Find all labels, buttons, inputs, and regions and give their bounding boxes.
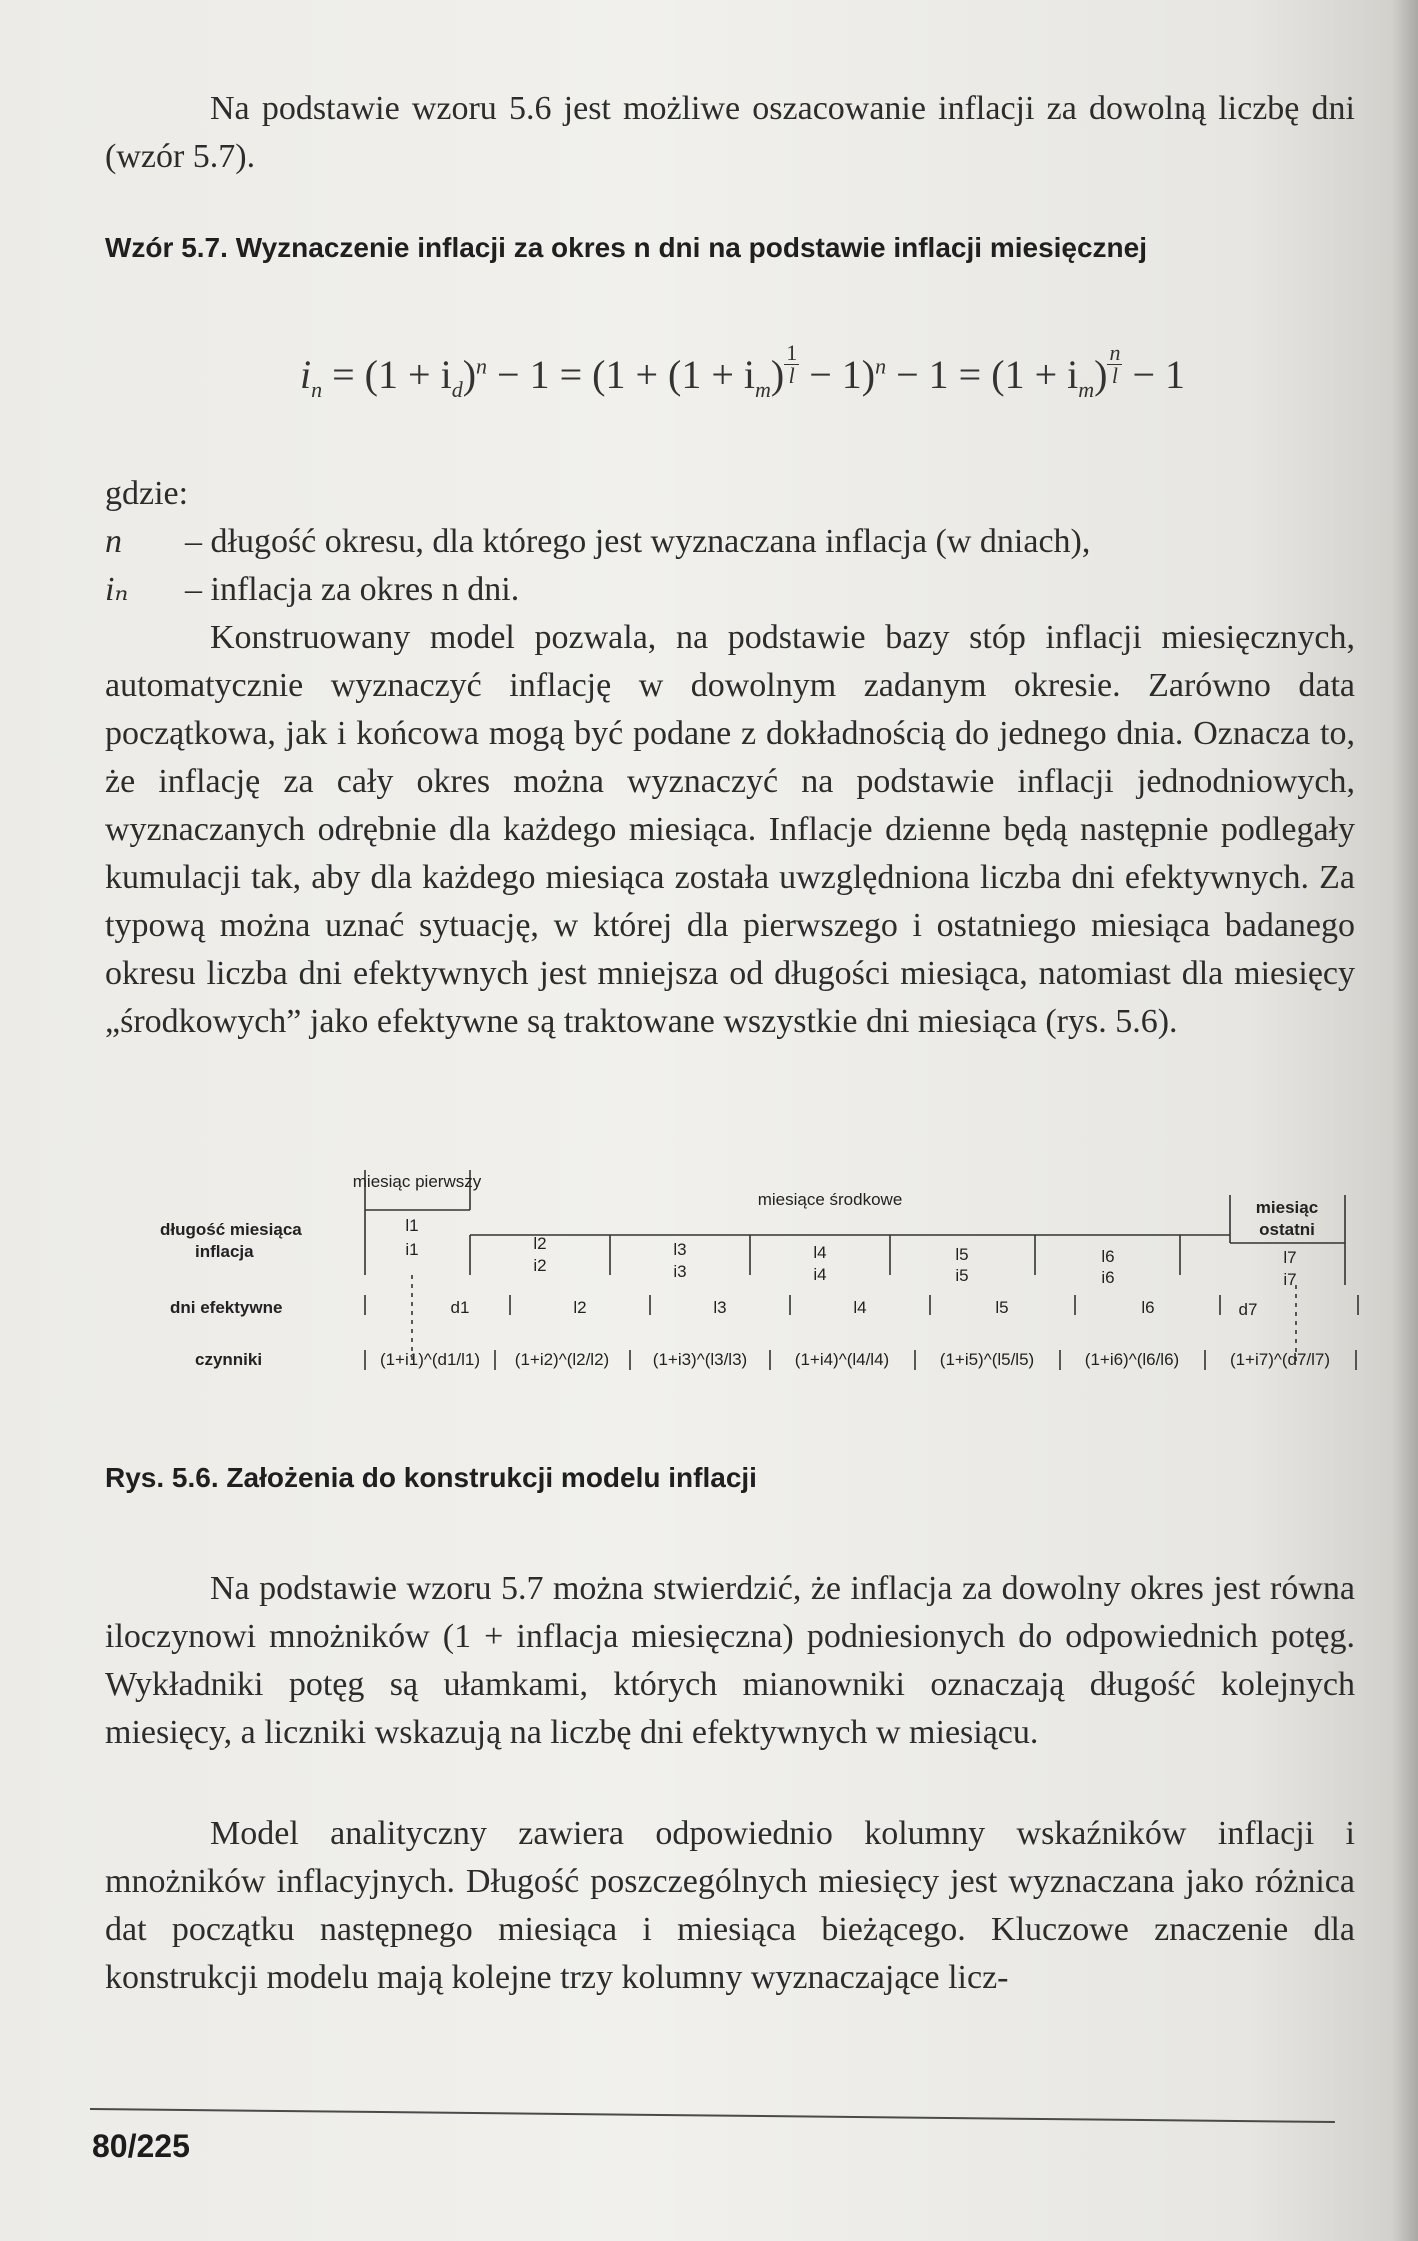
formula-frac2-num: n xyxy=(1109,340,1121,365)
paragraph-1: Konstruowany model pozwala, na podstawie bazy stóp inflacji miesięcznych, automatycznie wyznaczyć inflację w dowolnym zadanym okresie. Zarówno data początkowa, jak i końcowa mogą być podane z dokładnością do jednego dnia. Oznacza to, że inflację za cały okres można wyznaczyć na podstawie inflacji jednodniowych, wyznaczanych odrębnie dla każdego miesiąca. Inflacje dzienne będą następnie podlegały kumulacji tak, aby dla każdego miesiąca została uwzględniona liczba dni efektywnych. Za typową można uznać sytuację, w której dla pierwszego i ostatniego miesiąca badanego okresu liczba dni efektywnych jest mniejsza od długości miesiąca, natomiast dla miesięcy „środkowych” jako efektywne są traktowane wszystkie dni miesiąca (rys. 5.6). xyxy=(105,619,1355,1040)
row-label-effective: dni efektywne xyxy=(170,1298,283,1317)
effective-l2: l2 xyxy=(573,1298,587,1317)
paragraph1-block xyxy=(105,614,1355,1046)
last-month-label-1: miesiąc xyxy=(1255,1198,1319,1217)
inflation-i4: i4 xyxy=(813,1265,827,1284)
factor-2: (1+i2)^(l2/l2) xyxy=(514,1350,610,1369)
formula-exp-n: n xyxy=(476,353,488,379)
where-label: gdzie: xyxy=(105,475,189,512)
formula-frac1-den: l xyxy=(788,363,795,388)
definition-row xyxy=(105,566,1355,614)
paragraph-3: Model analityczny zawiera odpowiednio kolumny wskaźników inflacji i mnożników inflacyjnych. Długość poszczególnych miesięcy jest wyznaczana jako różnica dat początku następnego miesiąca i miesiąca bieżącego. Kluczowe znaczenie dla konstrukcji modelu mają kolejne trzy kolumny wyznaczające licz- xyxy=(105,1815,1355,1996)
intro-block xyxy=(105,85,1355,181)
formula-exp-n-2: n xyxy=(875,353,887,379)
figure-5-6 xyxy=(130,1165,1360,1405)
effective-l3: l3 xyxy=(713,1298,727,1317)
row-label-factors: czynniki xyxy=(195,1350,263,1369)
length-l3: l3 xyxy=(673,1240,687,1259)
paragraph3-block xyxy=(105,1810,1355,2002)
length-l4: l4 xyxy=(813,1243,827,1262)
page-spine-shadow xyxy=(1392,0,1418,2241)
formula-frac1-num: 1 xyxy=(786,340,798,365)
formula-part3-sub: m xyxy=(1078,377,1095,402)
length-l2: l2 xyxy=(533,1234,547,1253)
formula-lhs: i xyxy=(300,352,312,397)
formula-expression xyxy=(300,342,1185,403)
formula-frac2-den: l xyxy=(1111,363,1119,388)
inflation-i7: i7 xyxy=(1283,1270,1297,1289)
factor-1: (1+i1)^(d1/l1) xyxy=(379,1350,481,1369)
effective-l6: l6 xyxy=(1141,1298,1155,1317)
formula-part1: = (1 + i xyxy=(332,352,452,397)
factor-4: (1+i4)^(l4/l4) xyxy=(794,1350,890,1369)
definition-symbol: n xyxy=(105,523,122,560)
paragraph2-block xyxy=(105,1565,1355,1757)
factor-5: (1+i5)^(l5/l5) xyxy=(939,1350,1035,1369)
inflation-i6: i6 xyxy=(1101,1268,1115,1287)
middle-months-label: miesiące środkowe xyxy=(757,1190,903,1209)
row-label-length: długość miesiąca xyxy=(160,1220,302,1239)
length-l7: l7 xyxy=(1283,1248,1297,1267)
effective-d1: d1 xyxy=(450,1298,470,1317)
formula-part2-sub: m xyxy=(755,377,771,402)
factor-7: (1+i7)^(d7/l7) xyxy=(1229,1350,1331,1369)
formula-title: Wzór 5.7. Wyznaczenie inflacji za okres n dni na podstawie inflacji miesięcznej xyxy=(105,232,1148,263)
length-l5: l5 xyxy=(955,1245,969,1264)
footer-rule xyxy=(90,2108,1335,2123)
formula-part1-sub: d xyxy=(451,377,463,402)
formula-part3-tail: − 1 xyxy=(1132,352,1186,397)
factor-3: (1+i3)^(l3/l3) xyxy=(652,1350,748,1369)
first-month-label: miesiąc pierwszy xyxy=(352,1172,482,1191)
effective-l4: l4 xyxy=(853,1298,867,1317)
figure-caption: Rys. 5.6. Założenia do konstrukcji modelu inflacji xyxy=(105,1462,757,1493)
effective-d7: d7 xyxy=(1238,1300,1258,1319)
formula-lhs-sub: n xyxy=(311,377,323,402)
formula-part2-tail: − 1) xyxy=(809,352,876,397)
length-l6: l6 xyxy=(1101,1247,1115,1266)
formula-part3: − 1 = (1 + i xyxy=(896,352,1079,397)
inflation-i2: i2 xyxy=(533,1256,547,1275)
last-month-label-2: ostatni xyxy=(1259,1220,1315,1239)
definition-text: – inflacja za okres n dni. xyxy=(185,571,520,608)
inflation-i5: i5 xyxy=(955,1266,969,1285)
length-l1: l1 xyxy=(405,1216,419,1235)
definition-row xyxy=(105,518,1355,566)
page-number: 80/225 xyxy=(92,2128,190,2164)
inflation-i3: i3 xyxy=(673,1262,687,1281)
effective-l5: l5 xyxy=(995,1298,1009,1317)
inflation-i1: i1 xyxy=(405,1240,419,1259)
definitions xyxy=(105,470,1355,614)
formula-5-7 xyxy=(300,300,1280,410)
definition-symbol: iₙ xyxy=(105,571,129,608)
formula-part3-mid: ) xyxy=(1094,352,1108,397)
formula-part1-tail: ) xyxy=(462,352,477,397)
definition-text: – długość okresu, dla którego jest wyznaczana inflacja (w dniach), xyxy=(185,523,1091,560)
factor-6: (1+i6)^(l6/l6) xyxy=(1084,1350,1180,1369)
inflation-model-diagram xyxy=(130,1165,1360,1405)
paragraph-2: Na podstawie wzoru 5.7 można stwierdzić, że inflacja za dowolny okres jest równa iloczynowi mnożników (1 + inflacja miesięczna) podniesionych do odpowiednich potęg. Wykładniki potęg są ułamkami, których mianowniki oznaczają długość kolejnych miesięcy, a liczniki wskazują na liczbę dni efektywnych w miesiącu. xyxy=(105,1570,1355,1751)
formula-part2-mid: ) xyxy=(770,352,785,397)
figure-caption-block xyxy=(105,1462,757,1494)
row-label-inflation: inflacja xyxy=(195,1242,254,1261)
intro-paragraph: Na podstawie wzoru 5.6 jest możliwe oszacowanie inflacji za dowolną liczbę dni (wzór 5.7). xyxy=(105,90,1355,175)
formula-heading-block xyxy=(105,232,1355,264)
formula-part2: − 1 = (1 + (1 + i xyxy=(497,352,756,397)
